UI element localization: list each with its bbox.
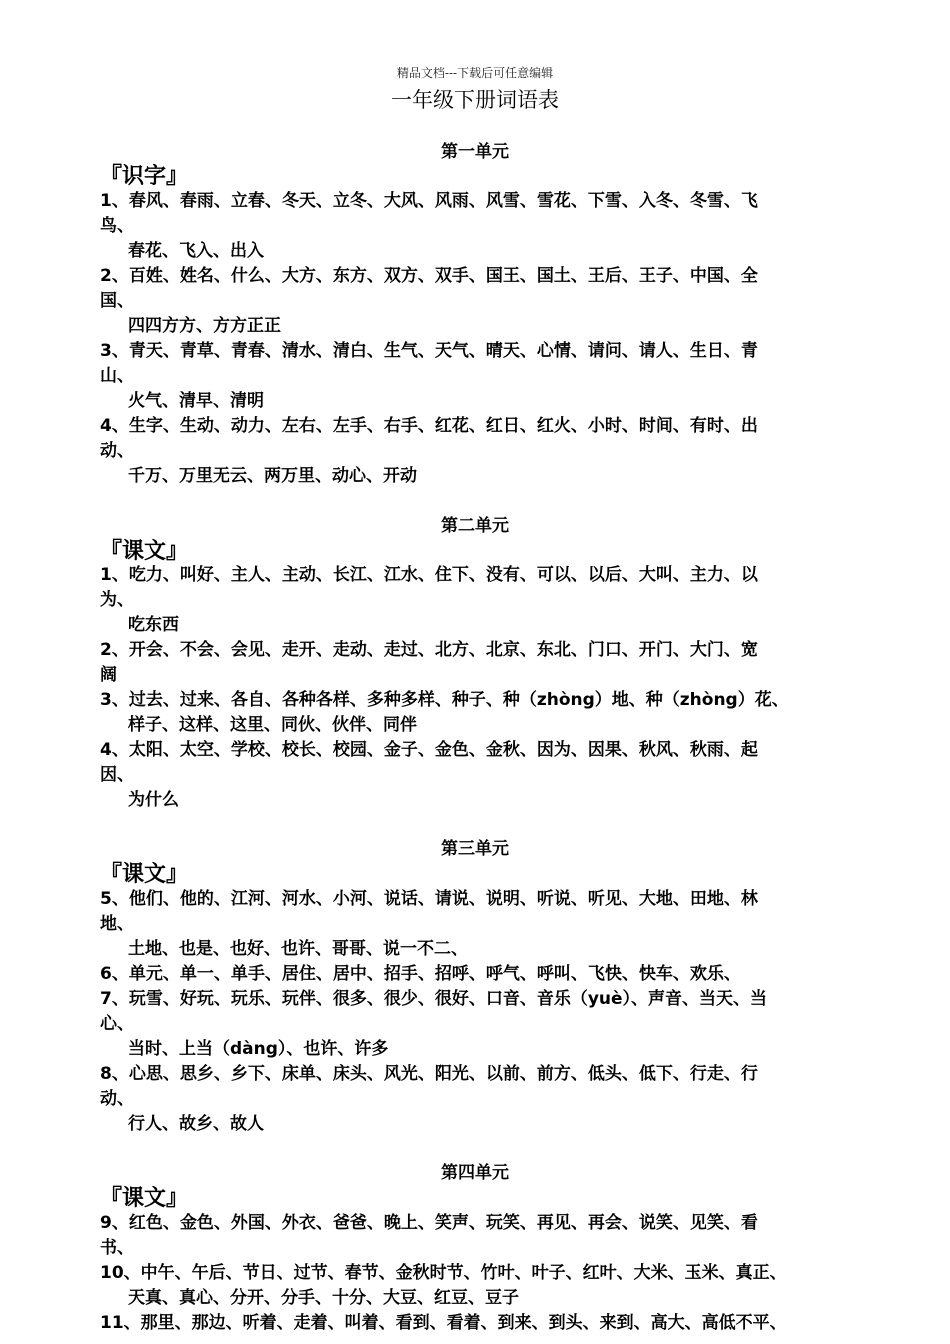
word-line: 样子、这样、这里、同伙、伙伴、同伴: [128, 715, 417, 735]
word-line: 四四方方、方方正正: [128, 316, 281, 336]
word-line: 5、他们、他的、江河、河水、小河、说话、请说、说明、听说、听见、大地、田地、林: [100, 889, 758, 909]
unit-title: 第二单元: [441, 516, 509, 536]
word-line: 地、: [100, 914, 134, 934]
word-line: 4、生字、生动、动力、左右、左手、右手、红花、红日、红火、小时、时间、有时、出: [100, 416, 758, 436]
word-line: 为什么: [128, 790, 179, 810]
word-line: 千万、万里无云、两万里、动心、开动: [128, 466, 417, 486]
word-line: 2、开会、不会、会见、走开、走动、走过、北方、北京、东北、门口、开门、大门、宽: [100, 640, 758, 660]
word-line: 吃东西: [128, 615, 179, 635]
word-line: 11、那里、那边、听着、走着、叫着、看到、看着、到来、到头、来到、高大、高低不平、: [100, 1313, 787, 1333]
word-line: 当时、上当（dàng）、也许、许多: [128, 1039, 389, 1059]
word-line: 3、青天、青草、青春、清水、清白、生气、天气、晴天、心情、请问、请人、生日、青: [100, 341, 758, 361]
word-line: 8、心思、思乡、乡下、床单、床头、风光、阳光、以前、前方、低头、低下、行走、行: [100, 1064, 758, 1084]
word-line: 春花、飞入、出入: [128, 241, 264, 261]
word-line: 书、: [100, 1238, 134, 1258]
word-line: 心、: [100, 1014, 134, 1034]
section-label: 『课文』: [100, 539, 189, 564]
word-line: 因、: [100, 765, 134, 785]
word-line: 动、: [100, 441, 134, 461]
header-note: 精品文档---下载后可任意编辑: [396, 66, 554, 80]
word-line: 7、玩雪、好玩、玩乐、玩伴、很多、很少、很好、口音、音乐（yuè）、声音、当天、当: [100, 989, 768, 1009]
word-line: 10、中午、午后、节日、过节、春节、金秋时节、竹叶、叶子、红叶、大米、玉米、真正、: [100, 1263, 787, 1283]
unit-title: 第三单元: [441, 839, 509, 859]
section-label: 『识字』: [100, 164, 189, 189]
word-line: 山、: [100, 366, 134, 386]
word-line: 4、太阳、太空、学校、校长、校园、金子、金色、金秋、因为、因果、秋风、秋雨、起: [100, 740, 758, 760]
word-line: 国、: [100, 291, 134, 311]
word-line: 3、过去、过来、各自、各种各样、多种多样、种子、种（zhòng）地、种（zhòng）花、: [100, 690, 789, 710]
word-line: 鸟、: [100, 216, 134, 236]
section-label: 『课文』: [100, 1186, 189, 1211]
word-line: 天真、真心、分开、分手、十分、大豆、红豆、豆子: [128, 1288, 519, 1308]
word-line: 2、百姓、姓名、什么、大方、东方、双方、双手、国王、国土、王后、王子、中国、全: [100, 266, 758, 286]
section-label: 『课文』: [100, 862, 189, 887]
word-line: 1、吃力、叫好、主人、主动、长江、江水、住下、没有、可以、以后、大叫、主力、以: [100, 565, 758, 585]
word-line: 6、单元、单一、单手、居住、居中、招手、招呼、呼气、呼叫、飞快、快车、欢乐、: [100, 964, 741, 984]
document-title: 一年级下册词语表: [391, 88, 559, 112]
word-line: 火气、清早、清明: [128, 391, 264, 411]
word-line: 动、: [100, 1089, 134, 1109]
word-line: 9、红色、金色、外国、外衣、爸爸、晚上、笑声、玩笑、再见、再会、说笑、见笑、看: [100, 1213, 758, 1233]
word-line: 1、春风、春雨、立春、冬天、立冬、大风、风雨、风雪、雪花、下雪、入冬、冬雪、飞: [100, 191, 758, 211]
word-line: 为、: [100, 590, 134, 610]
word-line: 阔: [100, 665, 117, 685]
word-line: 土地、也是、也好、也许、哥哥、说一不二、: [128, 939, 468, 959]
unit-title: 第四单元: [441, 1163, 509, 1183]
unit-title: 第一单元: [441, 142, 509, 162]
word-line: 行人、故乡、故人: [128, 1114, 264, 1134]
